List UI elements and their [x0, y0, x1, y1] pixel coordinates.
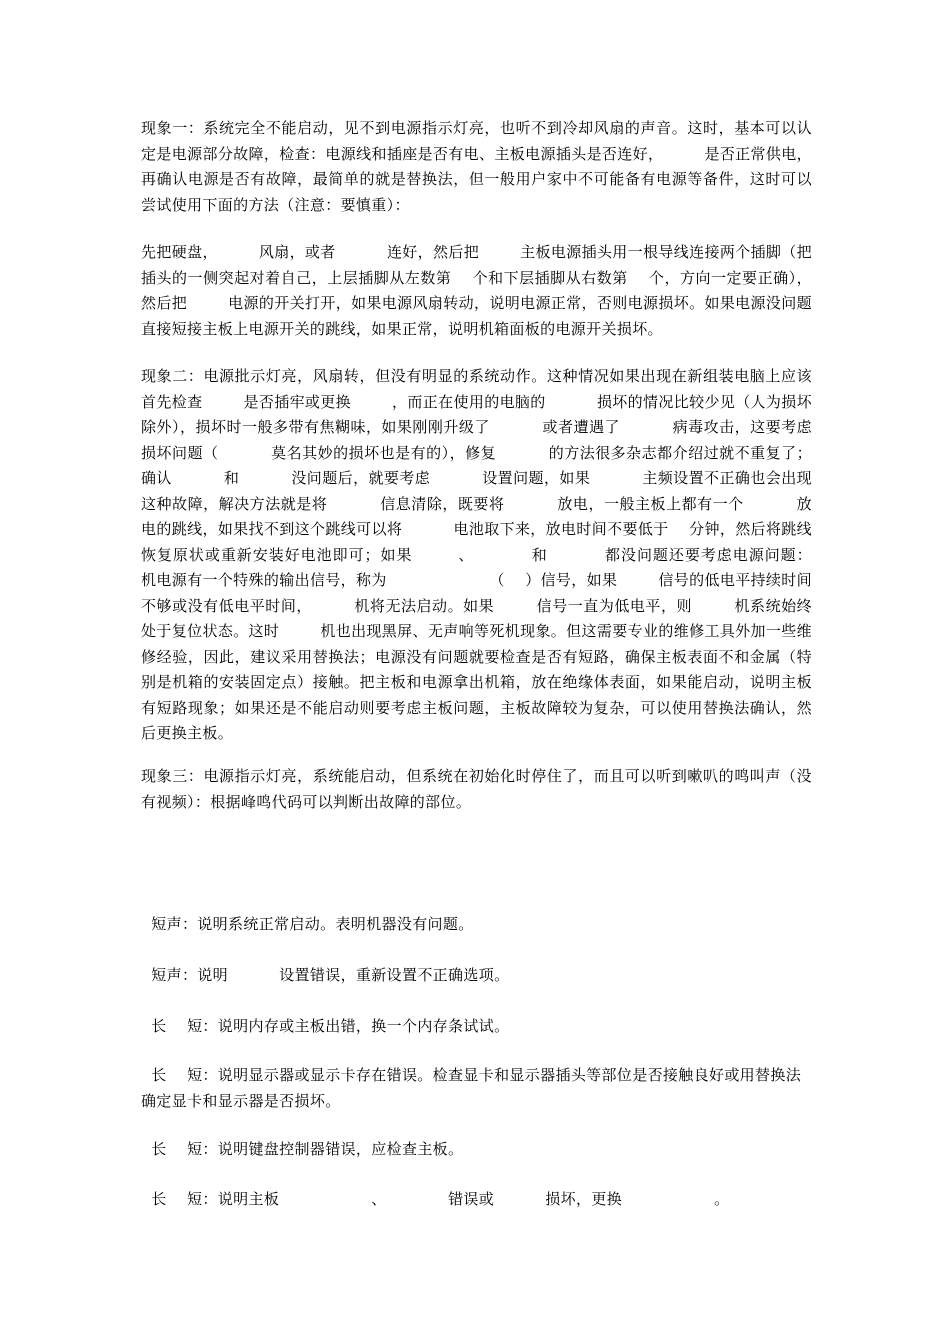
beep-code-item: 长 短：说明内存或主板出错，换一个内存条试试。: [141, 1017, 510, 1035]
beep-code-item: 长 短：说明键盘控制器错误，应检查主板。: [141, 1140, 464, 1158]
phenomenon-1-paragraph: 现象一：系统完全不能启动，见不到电源指示灯亮，也听不到冷却风扇的声音。这时，基本可以认定是电源部分故障，检查：电源线和插座是否有电、主板电源插头是否连好， 是否正常供电，再确认电源是否有故障，最简单的就是替换法，但一般用户家中不可能备有电源等备件，这时可以尝试使用下面的方法（注意：要慎重）：: [141, 119, 812, 214]
beep-code-item: 长 短：说明显示器或显示卡存在错误。检查显卡和显示器插头等部位是否接触良好或用替换法确定显卡和显示器是否损坏。: [141, 1066, 802, 1110]
beep-code-item: 短声：说明 设置错误，重新设置不正确选项。: [141, 966, 510, 984]
phenomenon-2-paragraph: 现象二：电源批示灯亮，风扇转，但没有明显的系统动作。这种情况如果出现在新组装电脑上应该首先检查 是否插牢或更换 ，而正在使用的电脑的 损坏的情况比较少见（人为损坏除外），损坏时一般多带有焦糊味，如果刚刚升级了 或者遭遇了 病毒攻击，这要考虑 损坏问题（ 莫名其妙的损坏也是有的），修复 的方法很多杂志都介绍过就不重复了；确认 和 没问题后，就要考虑 设置问题，如果 主频设置不正确也会出现这种故障，解决方法就是将 信息清除，既要将 放电，一般主板上都有一个 放电的跳线，如果找不到这个跳线可以将 电池取下来，放电时间不要低于 分钟，然后将跳线恢复原状或重新安装好电池即可；如果 、 和 都没问题还要考虑电源问题： 机电源有一个特殊的输出信号，称为 （ ）信号，如果 信号的低电平持续时间不够或没有低电平时间， 机将无法启动。如果 信号一直为低电平，则 机系统始终处于复位状态。这时 机也出现黑屏、无声响等死机现象。但这需要专业的维修工具外加一些维修经验，因此，建议采用替换法；电源没有问题就要检查是否有短路，确保主板表面不和金属（特别是机箱的安装固定点）接触。把主板和电源拿出机箱，放在绝缘体表面，如果能启动，说明主板有短路现象；如果还是不能启动则要考虑主板问题，主板故障较为复杂，可以使用替换法确认，然后更换主板。: [141, 367, 864, 742]
phenomenon-3-paragraph: 现象三：电源指示灯亮，系统能启动，但系统在初始化时停住了，而且可以听到嗽叭的鸣叫声（没有视频）：根据峰鸣代码可以判断出故障的部位。: [141, 767, 812, 811]
beep-code-item: 长 短：说明主板 、 错误或 损坏，更换 。: [141, 1190, 730, 1208]
phenomenon-1-method-paragraph: 先把硬盘， 风扇，或者 连好，然后把 主板电源插头用一根导线连接两个插脚（把插头的一侧突起对着自己，上层插脚从左数第 个和下层插脚从右数第 个，方向一定要正确），然后把 电源的开关打开，如果电源风扇转动，说明电源正常，否则电源损坏。如果电源没问题直接短接主板上电源开关的跳线，如果正常，说明机箱面板的电源开关损坏。: [141, 243, 812, 338]
beep-code-item: 短声：说明系统正常启动。表明机器没有问题。: [141, 915, 474, 933]
